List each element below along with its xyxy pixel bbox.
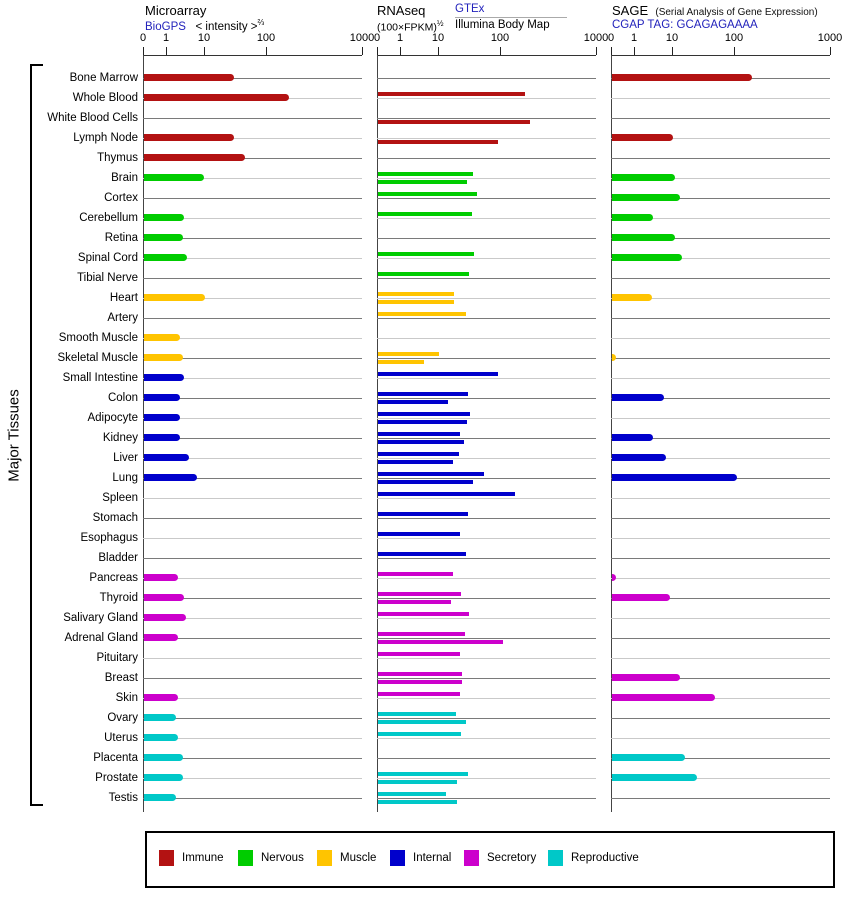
bar-rnaseq-gtex [378, 512, 468, 516]
bar-rnaseq-gtex [378, 532, 460, 536]
axis-tick [611, 47, 612, 55]
row-line [377, 738, 596, 739]
bar-microarray [144, 454, 189, 461]
microarray-scale-label: < intensity >$^{\frac{2}{3}}$ [195, 18, 265, 33]
row-line [143, 198, 362, 199]
tissue-label: Lung [112, 472, 138, 484]
tissue-label: Cerebellum [79, 212, 138, 224]
row-line [377, 378, 596, 379]
row-line [143, 678, 362, 679]
bar-rnaseq-gtex [378, 592, 461, 596]
bar-rnaseq-gtex [378, 652, 460, 656]
row-line [377, 458, 596, 459]
row-line [377, 198, 596, 199]
bar-rnaseq-gtex [378, 192, 477, 196]
row-line [143, 558, 362, 559]
tissue-label: Kidney [102, 432, 138, 444]
bar-microarray [144, 234, 183, 241]
row-line [611, 798, 830, 799]
bar-sage [612, 674, 680, 681]
axis-line-panel-2 [611, 55, 830, 56]
row-line [143, 538, 362, 539]
row-line [377, 238, 596, 239]
bar-rnaseq-illumina [378, 400, 448, 404]
axis-tick-label: 1000 [583, 32, 609, 44]
row-line [611, 418, 830, 419]
bar-rnaseq-illumina [378, 800, 457, 804]
bar-microarray [144, 634, 178, 641]
axis-tick [377, 47, 378, 55]
tissue-label: Skin [115, 692, 138, 704]
row-line [377, 78, 596, 79]
row-line [143, 658, 362, 659]
tissue-label: Esophagus [80, 532, 138, 544]
axis-tick-label: 1 [630, 32, 638, 44]
axis-tick [266, 47, 267, 55]
illumina-body-map-label: Illumina Body Map [455, 19, 550, 31]
axis-tick-label: 10 [431, 32, 445, 44]
legend-swatch-immune [159, 850, 174, 866]
biogps-link[interactable]: BioGPS [145, 20, 186, 33]
row-line [611, 558, 830, 559]
row-line [611, 338, 830, 339]
row-line [611, 638, 830, 639]
bar-microarray [144, 574, 178, 581]
bar-rnaseq-gtex [378, 392, 468, 396]
gtex-underline [455, 17, 567, 18]
rnaseq-title: RNAseq [377, 3, 426, 18]
bar-microarray [144, 594, 184, 601]
row-line [377, 98, 596, 99]
bar-sage [612, 434, 653, 441]
bar-microarray [144, 134, 234, 141]
row-line [611, 118, 830, 119]
bar-rnaseq-illumina [378, 360, 424, 364]
row-line [611, 318, 830, 319]
legend-swatch-muscle [317, 850, 332, 866]
row-line [377, 798, 596, 799]
bar-microarray [144, 714, 176, 721]
sage-title-note: (Serial Analysis of Gene Expression) [655, 7, 818, 18]
tissue-label: Adipocyte [87, 412, 138, 424]
bar-rnaseq-illumina [378, 420, 467, 424]
bar-rnaseq-gtex [378, 172, 473, 176]
bar-rnaseq-illumina [378, 480, 473, 484]
bar-rnaseq-gtex [378, 472, 484, 476]
tissue-label: Thymus [97, 152, 138, 164]
row-line [377, 138, 596, 139]
row-line [377, 298, 596, 299]
bar-microarray [144, 74, 234, 81]
rnaseq-scale-label: (100×FPKM)$^{\frac{1}{2}}$ [377, 19, 444, 34]
axis-tick-label: 0 [139, 32, 147, 44]
axis-tick-label: 0 [607, 32, 615, 44]
row-line [611, 718, 830, 719]
axis-tick [400, 47, 401, 55]
bar-microarray [144, 374, 184, 381]
row-line [377, 638, 596, 639]
row-line [611, 358, 830, 359]
bar-rnaseq-gtex [378, 772, 468, 776]
axis-tick-label: 100 [724, 32, 744, 44]
tissue-label: Artery [107, 312, 138, 324]
axis-tick-label: 1000 [817, 32, 842, 44]
bar-sage [612, 134, 673, 141]
row-line [143, 318, 362, 319]
bar-rnaseq-gtex [378, 92, 525, 96]
bar-rnaseq-gtex [378, 212, 472, 216]
row-line [143, 278, 362, 279]
bar-microarray [144, 154, 245, 161]
row-line [377, 538, 596, 539]
axis-tick-label: 100 [490, 32, 510, 44]
row-line [377, 678, 596, 679]
bar-rnaseq-gtex [378, 492, 515, 496]
bar-rnaseq-gtex [378, 692, 460, 696]
gtex-link[interactable]: GTEx [455, 3, 485, 15]
bar-rnaseq-gtex [378, 552, 466, 556]
tissue-label: White Blood Cells [47, 112, 138, 124]
row-line [611, 578, 830, 579]
axis-tick [500, 47, 501, 55]
tissue-label: Skeletal Muscle [57, 352, 138, 364]
bar-sage [612, 774, 697, 781]
bar-rnaseq-gtex [378, 572, 453, 576]
bar-microarray [144, 394, 180, 401]
bar-rnaseq-illumina [378, 640, 503, 644]
tissue-label: Breast [104, 672, 138, 684]
bar-sage [612, 254, 682, 261]
row-line [611, 738, 830, 739]
bar-microarray [144, 354, 183, 361]
bar-microarray [144, 414, 180, 421]
bar-sage [612, 454, 666, 461]
bar-rnaseq-gtex [378, 352, 439, 356]
bar-sage [612, 694, 715, 701]
row-line [377, 698, 596, 699]
tissue-label: Salivary Gland [63, 612, 138, 624]
bar-microarray [144, 434, 180, 441]
axis-tick-label: 10 [665, 32, 679, 44]
axis-tick-label: 10 [197, 32, 211, 44]
bar-microarray [144, 734, 178, 741]
row-line [377, 618, 596, 619]
row-line [377, 478, 596, 479]
legend-label: Muscle [340, 852, 377, 864]
axis-tick [734, 47, 735, 55]
row-line [143, 518, 362, 519]
row-line [377, 338, 596, 339]
legend-swatch-secretory [464, 850, 479, 866]
bar-sage [612, 594, 670, 601]
sage-title: SAGE (Serial Analysis of Gene Expression) [612, 3, 818, 18]
bar-sage [612, 74, 752, 81]
bar-microarray [144, 294, 205, 301]
axis-line-panel-1 [377, 55, 596, 56]
tissue-label: Brain [111, 172, 138, 184]
bar-sage [612, 294, 652, 301]
bar-rnaseq-gtex [378, 312, 466, 316]
bar-rnaseq-illumina [378, 720, 466, 724]
tissue-label: Lymph Node [73, 132, 138, 144]
bar-sage [612, 214, 653, 221]
row-line [143, 118, 362, 119]
tissue-label: Prostate [95, 772, 138, 784]
bar-sage [612, 474, 737, 481]
legend-label: Reproductive [571, 852, 639, 864]
row-line [377, 578, 596, 579]
row-line [377, 398, 596, 399]
tissue-label: Adrenal Gland [64, 632, 138, 644]
bar-rnaseq-illumina [378, 680, 462, 684]
axis-tick-label: 1 [162, 32, 170, 44]
row-line [377, 358, 596, 359]
tissue-label: Thyroid [99, 592, 138, 604]
tissue-label: Bladder [98, 552, 138, 564]
tissue-label: Pituitary [96, 652, 138, 664]
bar-sage [612, 194, 680, 201]
major-tissues-label: Major Tissues [5, 389, 23, 482]
row-line [377, 418, 596, 419]
bar-rnaseq-gtex [378, 252, 474, 256]
tissue-label: Ovary [107, 712, 138, 724]
bar-microarray [144, 474, 197, 481]
bar-rnaseq-gtex [378, 712, 456, 716]
row-line [377, 438, 596, 439]
legend-label: Immune [182, 852, 224, 864]
row-line [377, 218, 596, 219]
bar-rnaseq-gtex [378, 292, 454, 296]
row-line [377, 258, 596, 259]
legend [145, 831, 835, 888]
bar-rnaseq-illumina [378, 140, 498, 144]
row-line [377, 758, 596, 759]
bar-rnaseq-illumina [378, 120, 530, 124]
row-line [611, 278, 830, 279]
tissue-label: Cortex [104, 192, 138, 204]
row-line [611, 538, 830, 539]
axis-tick [672, 47, 673, 55]
row-line [377, 518, 596, 519]
axis-tick [166, 47, 167, 55]
axis-tick-label: 1 [396, 32, 404, 44]
microarray-title: Microarray [145, 3, 207, 18]
axis-tick [143, 47, 144, 55]
tissue-bracket-top-tick [30, 64, 43, 66]
row-line [611, 658, 830, 659]
tissue-label: Retina [104, 232, 138, 244]
row-line [377, 178, 596, 179]
row-line [377, 718, 596, 719]
tissue-label: Tibial Nerve [77, 272, 138, 284]
axis-tick [438, 47, 439, 55]
bar-rnaseq-gtex [378, 792, 446, 796]
bar-microarray [144, 254, 187, 261]
tissue-label: Testis [108, 792, 138, 804]
bar-rnaseq-gtex [378, 452, 459, 456]
legend-swatch-nervous [238, 850, 253, 866]
axis-tick-label: 0 [373, 32, 381, 44]
row-line [611, 98, 830, 99]
bar-rnaseq-gtex [378, 372, 498, 376]
row-line [377, 498, 596, 499]
tissue-label: Uterus [104, 732, 138, 744]
bar-rnaseq-gtex [378, 632, 465, 636]
bar-sage [612, 174, 675, 181]
row-line [377, 158, 596, 159]
legend-label: Secretory [487, 852, 537, 864]
bar-microarray [144, 694, 178, 701]
bar-microarray [144, 614, 186, 621]
row-line [377, 278, 596, 279]
tissue-label: Placenta [93, 752, 138, 764]
bar-rnaseq-gtex [378, 412, 470, 416]
bar-rnaseq-illumina [378, 440, 464, 444]
axis-tick-label: 1000 [349, 32, 375, 44]
tissue-label: Spinal Cord [77, 252, 138, 264]
tissue-label: Bone Marrow [69, 72, 138, 84]
bar-rnaseq-gtex [378, 432, 460, 436]
row-line [611, 158, 830, 159]
legend-swatch-internal [390, 850, 405, 866]
axis-line-panel-0 [143, 55, 362, 56]
bar-sage [612, 574, 616, 581]
axis-tick-label: 100 [256, 32, 276, 44]
row-line [377, 598, 596, 599]
tissue-label: Small Intestine [62, 372, 138, 384]
bar-microarray [144, 774, 183, 781]
row-line [377, 658, 596, 659]
bar-sage [612, 354, 616, 361]
bar-microarray [144, 214, 184, 221]
tissue-label: Pancreas [89, 572, 138, 584]
bar-rnaseq-gtex [378, 272, 469, 276]
tissue-label: Liver [113, 452, 138, 464]
bar-rnaseq-illumina [378, 600, 451, 604]
bar-microarray [144, 754, 183, 761]
row-line [377, 118, 596, 119]
row-line [611, 498, 830, 499]
tissue-label: Colon [107, 392, 138, 404]
bar-rnaseq-gtex [378, 612, 469, 616]
bar-rnaseq-gtex [378, 732, 461, 736]
bar-rnaseq-illumina [378, 180, 467, 184]
axis-tick [634, 47, 635, 55]
tissue-label: Whole Blood [72, 92, 138, 104]
tissue-label: Heart [109, 292, 138, 304]
bar-sage [612, 754, 685, 761]
legend-label: Internal [413, 852, 452, 864]
legend-swatch-reproductive [548, 850, 563, 866]
bar-microarray [144, 794, 176, 801]
tissue-label: Smooth Muscle [58, 332, 138, 344]
bar-rnaseq-illumina [378, 460, 453, 464]
axis-tick [830, 47, 831, 55]
row-line [377, 558, 596, 559]
bar-rnaseq-illumina [378, 300, 454, 304]
bar-sage [612, 394, 664, 401]
row-line [377, 778, 596, 779]
legend-label: Nervous [261, 852, 304, 864]
tissue-label: Spleen [102, 492, 138, 504]
bar-microarray [144, 334, 180, 341]
bar-rnaseq-gtex [378, 672, 462, 676]
axis-tick [362, 47, 363, 55]
sage-cgap-link[interactable]: CGAP TAG: GCAGAGAAAA [612, 19, 758, 31]
tissue-label: Stomach [92, 512, 138, 524]
bar-microarray [144, 174, 204, 181]
bar-rnaseq-illumina [378, 780, 457, 784]
bar-microarray [144, 94, 289, 101]
axis-tick [596, 47, 597, 55]
row-line [377, 318, 596, 319]
row-line [611, 618, 830, 619]
row-line [611, 378, 830, 379]
axis-tick [204, 47, 205, 55]
bar-sage [612, 234, 675, 241]
row-line [143, 498, 362, 499]
row-line [611, 518, 830, 519]
